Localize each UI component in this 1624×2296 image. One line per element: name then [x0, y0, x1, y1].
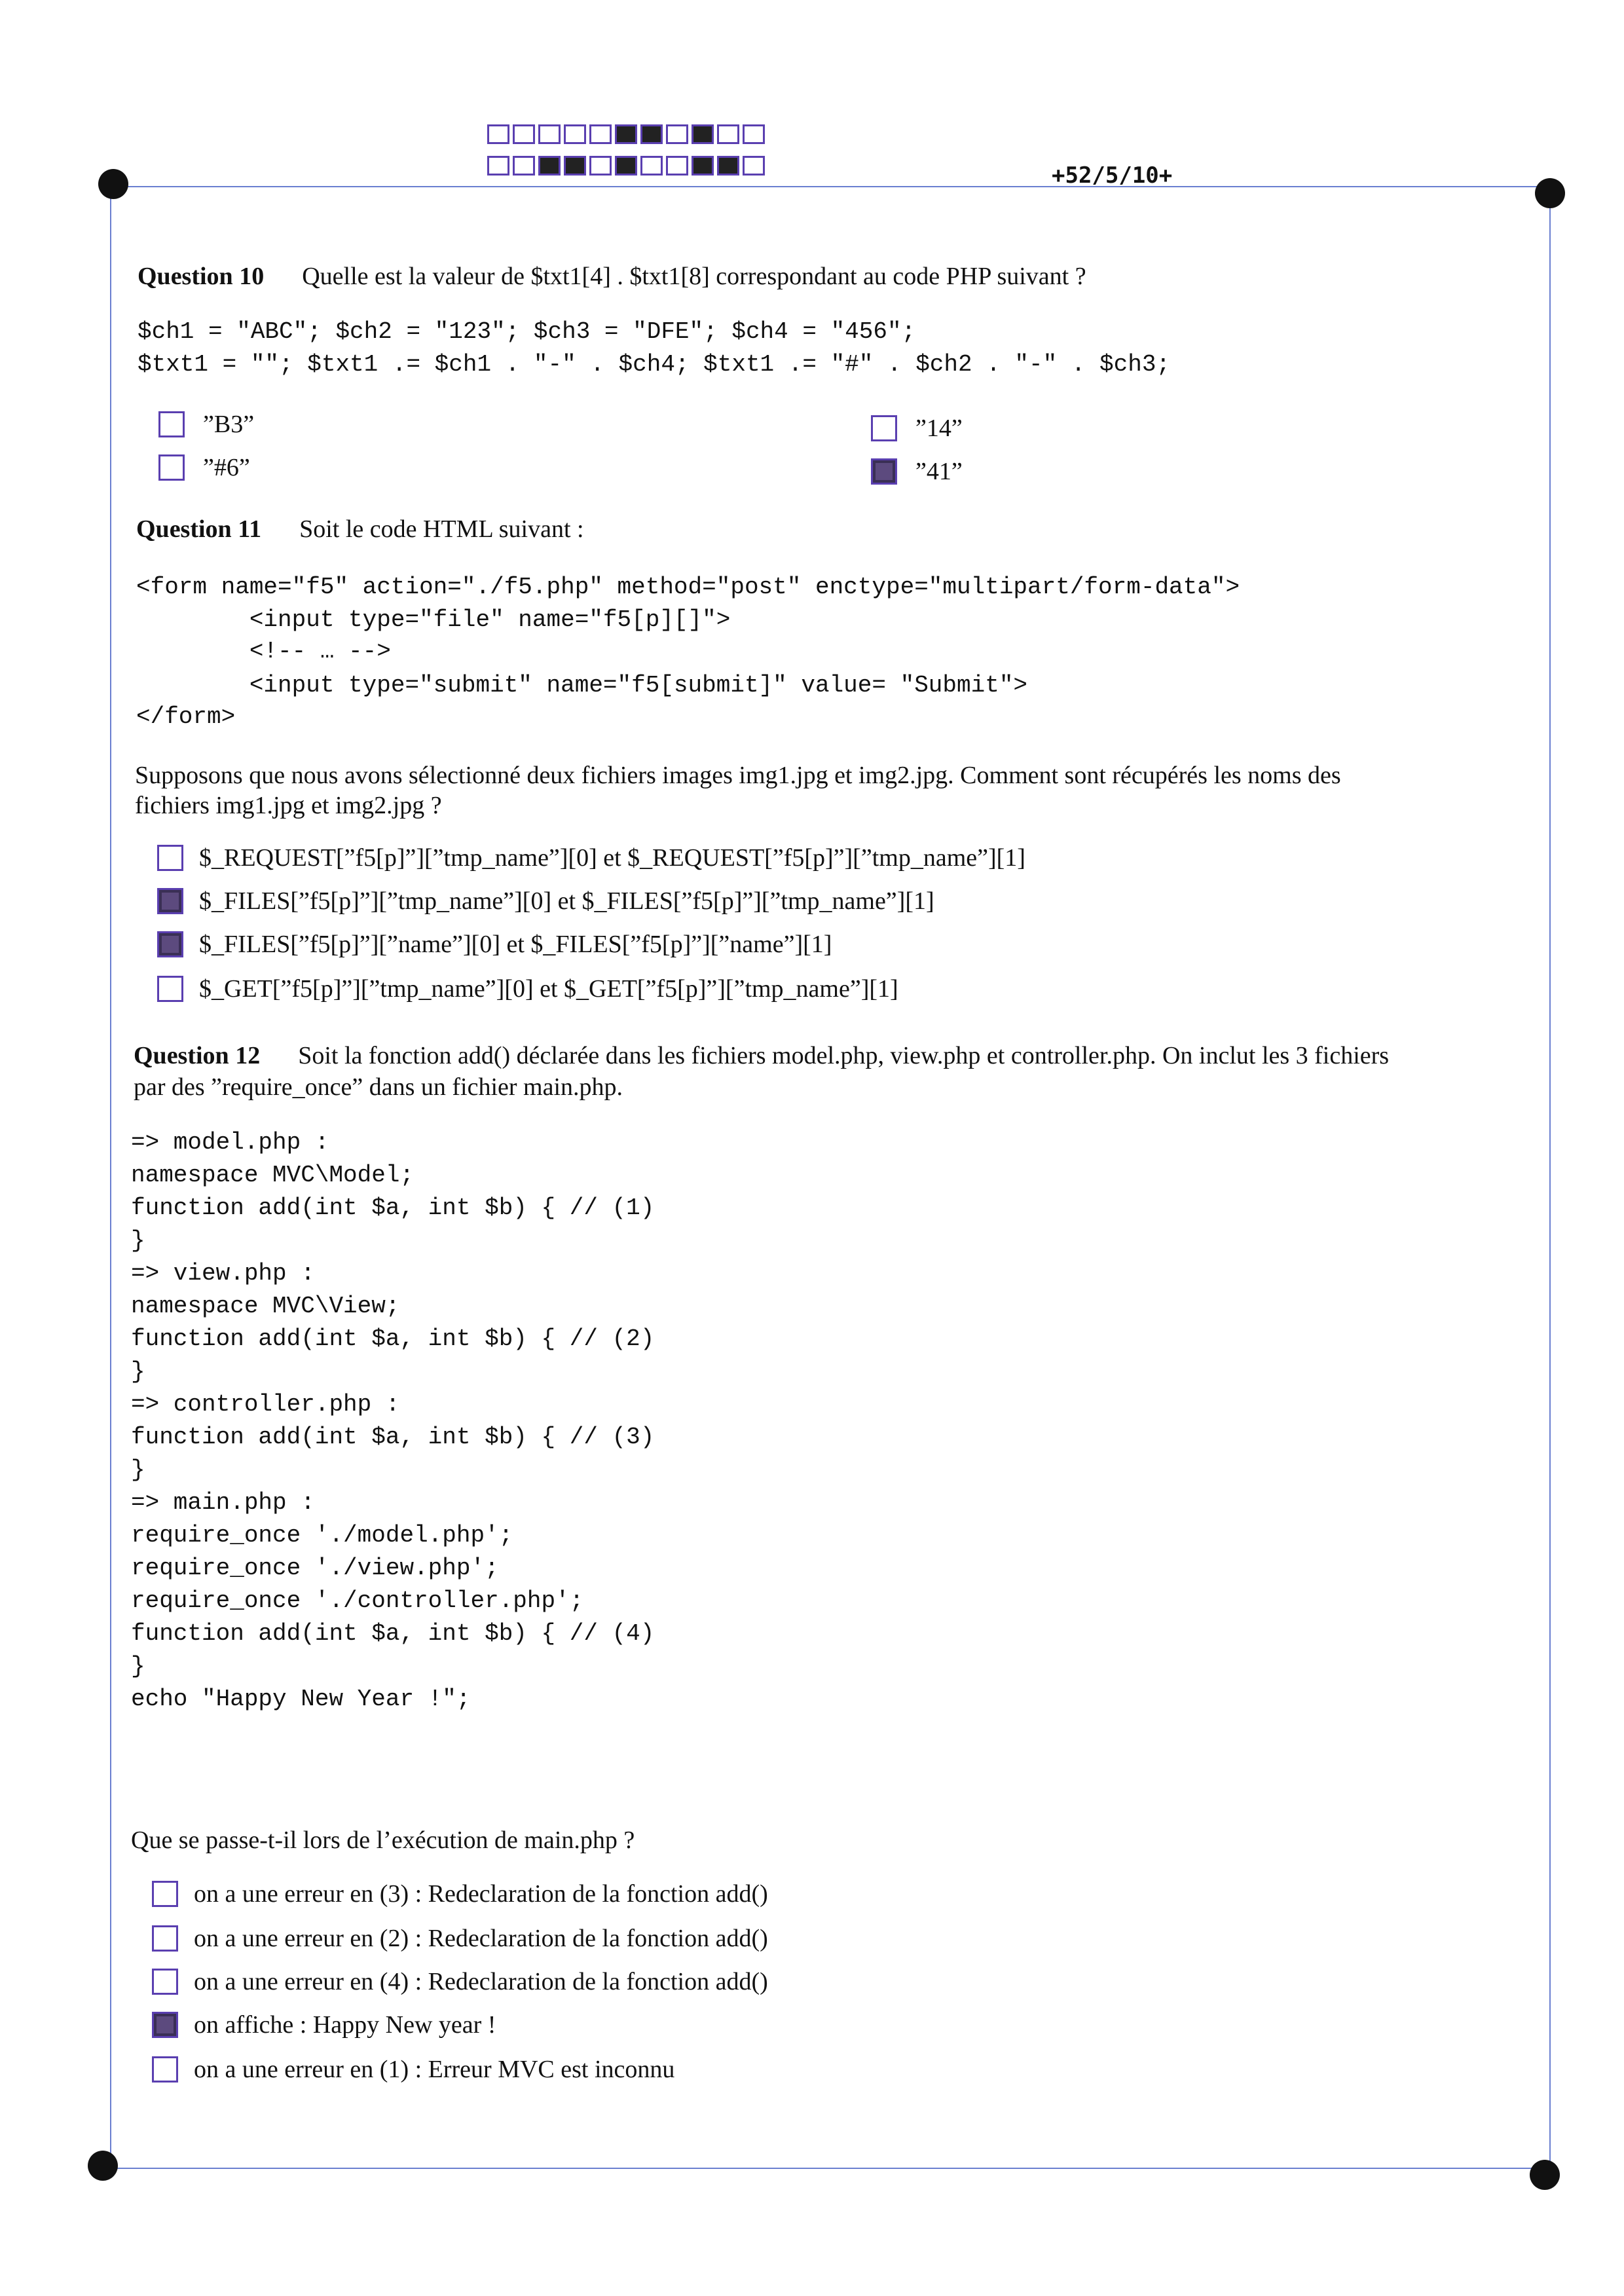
question-12-prompt: Que se passe-t-il lors de l’exécution de main.php ? [131, 1826, 635, 1854]
barcode-cell [666, 124, 688, 144]
question-10-code-line-1: $ch1 = "ABC"; $ch2 = "123"; $ch3 = "DFE"; $ch4 = "456"; [138, 318, 916, 345]
question-12-title: Question 12 [134, 1042, 261, 1069]
barcode-cell [564, 156, 586, 176]
corner-mark-bottom-right [1530, 2160, 1560, 2190]
question-10-header [138, 261, 1086, 292]
code-line: namespace MVC\View; [131, 1293, 400, 1320]
q12-option-checkbox[interactable] [152, 2056, 178, 2083]
q12-option-checkbox[interactable] [152, 1925, 178, 1952]
question-11-prompt-line-2: fichiers img1.jpg et img2.jpg ? [135, 792, 442, 819]
barcode-cell [513, 156, 535, 176]
q12-option-label: on a une erreur en (4) : Redeclaration de la fonction add() [194, 1968, 768, 1995]
q12-option-checkbox[interactable] [152, 2012, 178, 2038]
barcode-cell [538, 156, 561, 176]
question-12-text-line-1: Soit la fonction add() déclarée dans les fichiers model.php, view.php et controller.php. On inclut les 3 fichiers [298, 1042, 1390, 1069]
barcode-cell [615, 156, 637, 176]
q10-option-label: ”41” [915, 458, 963, 485]
question-11-code-line-4: <input type="submit" name="f5[submit]" value= "Submit"> [136, 672, 1028, 699]
question-12-header [134, 1040, 1389, 1071]
barcode-cell [717, 124, 739, 144]
q10-option-checkbox[interactable] [871, 458, 897, 485]
barcode-cell [513, 124, 535, 144]
q10-option-label: ”#6” [203, 454, 250, 481]
q10-option-checkbox[interactable] [158, 411, 185, 437]
code-line: => view.php : [131, 1260, 315, 1287]
code-line: } [131, 1456, 145, 1483]
barcode-cell [692, 124, 714, 144]
barcode-cell [487, 156, 509, 176]
code-line: require_once './controller.php'; [131, 1587, 584, 1614]
barcode-cell [538, 124, 561, 144]
barcode-cell [743, 124, 765, 144]
corner-mark-top-right [1535, 178, 1565, 208]
barcode-cell [564, 124, 586, 144]
q12-option-checkbox[interactable] [152, 1881, 178, 1907]
q12-option-label: on a une erreur en (3) : Redeclaration de la fonction add() [194, 1880, 768, 1908]
code-line: require_once './model.php'; [131, 1522, 513, 1549]
question-10-text: Quelle est la valeur de $txt1[4] . $txt1[8] correspondant au code PHP suivant ? [302, 263, 1086, 290]
barcode-cell [615, 124, 637, 144]
q11-option-checkbox[interactable] [157, 888, 183, 914]
question-11-code-line-3: <!-- … --> [136, 638, 391, 665]
q12-option-label: on a une erreur en (1) : Erreur MVC est inconnu [194, 2056, 675, 2083]
q12-option-label: on affiche : Happy New year ! [194, 2011, 496, 2039]
q10-option-checkbox[interactable] [158, 454, 185, 481]
q11-option-checkbox[interactable] [157, 931, 183, 957]
question-11-code-line-1: <form name="f5" action="./f5.php" method="post" enctype="multipart/form-data"> [136, 574, 1240, 601]
question-12-code-block [131, 1126, 654, 1716]
barcode-cell [640, 124, 663, 144]
code-line: require_once './view.php'; [131, 1555, 499, 1582]
barcode-cell [743, 156, 765, 176]
code-line: } [131, 1358, 145, 1385]
q11-option-label: $_GET[”f5[p]”][”tmp_name”][0] et $_GET[”f5[p]”][”tmp_name”][1] [199, 975, 898, 1003]
code-line: function add(int $a, int $b) { // (1) [131, 1194, 655, 1221]
page-code: +52/5/10+ [1052, 162, 1173, 189]
q11-option-label: $_FILES[”f5[p]”][”name”][0] et $_FILES[”f5[p]”][”name”][1] [199, 931, 832, 958]
code-line: function add(int $a, int $b) { // (3) [131, 1424, 655, 1451]
corner-mark-bottom-left [88, 2151, 118, 2181]
question-11-prompt-line-1: Supposons que nous avons sélectionné deux fichiers images img1.jpg et img2.jpg. Comment sont récupérés les noms des [135, 762, 1341, 789]
code-line: } [131, 1653, 145, 1680]
q11-option-label: $_REQUEST[”f5[p]”][”tmp_name”][0] et $_REQUEST[”f5[p]”][”tmp_name”][1] [199, 844, 1025, 872]
barcode-cell [487, 124, 509, 144]
code-line: => main.php : [131, 1489, 315, 1516]
barcode-cell [640, 156, 663, 176]
question-11-header [136, 513, 584, 545]
barcode-cell [589, 156, 612, 176]
barcode-cell [692, 156, 714, 176]
q10-option-label: ”B3” [203, 411, 255, 438]
code-line: => controller.php : [131, 1391, 400, 1418]
barcode-row-2 [487, 156, 768, 176]
code-line: } [131, 1227, 145, 1254]
code-line: echo "Happy New Year !"; [131, 1686, 471, 1713]
question-11-code-line-2: <input type="file" name="f5[p][]"> [136, 606, 731, 633]
q11-option-checkbox[interactable] [157, 845, 183, 871]
question-12-text-line-2: par des ”require_once” dans un fichier main.php. [134, 1073, 623, 1101]
barcode-row-1 [487, 124, 768, 144]
barcode-cell [717, 156, 739, 176]
barcode-cell [589, 124, 612, 144]
question-11-code-line-5: </form> [136, 703, 236, 730]
code-line: function add(int $a, int $b) { // (2) [131, 1325, 655, 1352]
question-10-title: Question 10 [138, 263, 265, 290]
barcode-cell [666, 156, 688, 176]
q11-option-checkbox[interactable] [157, 976, 183, 1002]
q10-option-checkbox[interactable] [871, 415, 897, 441]
question-11-text: Soit le code HTML suivant : [299, 515, 584, 543]
q10-option-label: ”14” [915, 415, 963, 442]
question-11-title: Question 11 [136, 515, 262, 543]
code-line: => model.php : [131, 1129, 329, 1156]
corner-mark-top-left [98, 169, 128, 199]
q12-option-label: on a une erreur en (2) : Redeclaration de la fonction add() [194, 1925, 768, 1952]
code-line: function add(int $a, int $b) { // (4) [131, 1620, 655, 1647]
code-line: namespace MVC\Model; [131, 1162, 415, 1189]
question-10-code-line-2: $txt1 = ""; $txt1 .= $ch1 . "-" . $ch4; $txt1 .= "#" . $ch2 . "-" . $ch3; [138, 351, 1171, 378]
q12-option-checkbox[interactable] [152, 1969, 178, 1995]
q11-option-label: $_FILES[”f5[p]”][”tmp_name”][0] et $_FILES[”f5[p]”][”tmp_name”][1] [199, 887, 934, 915]
